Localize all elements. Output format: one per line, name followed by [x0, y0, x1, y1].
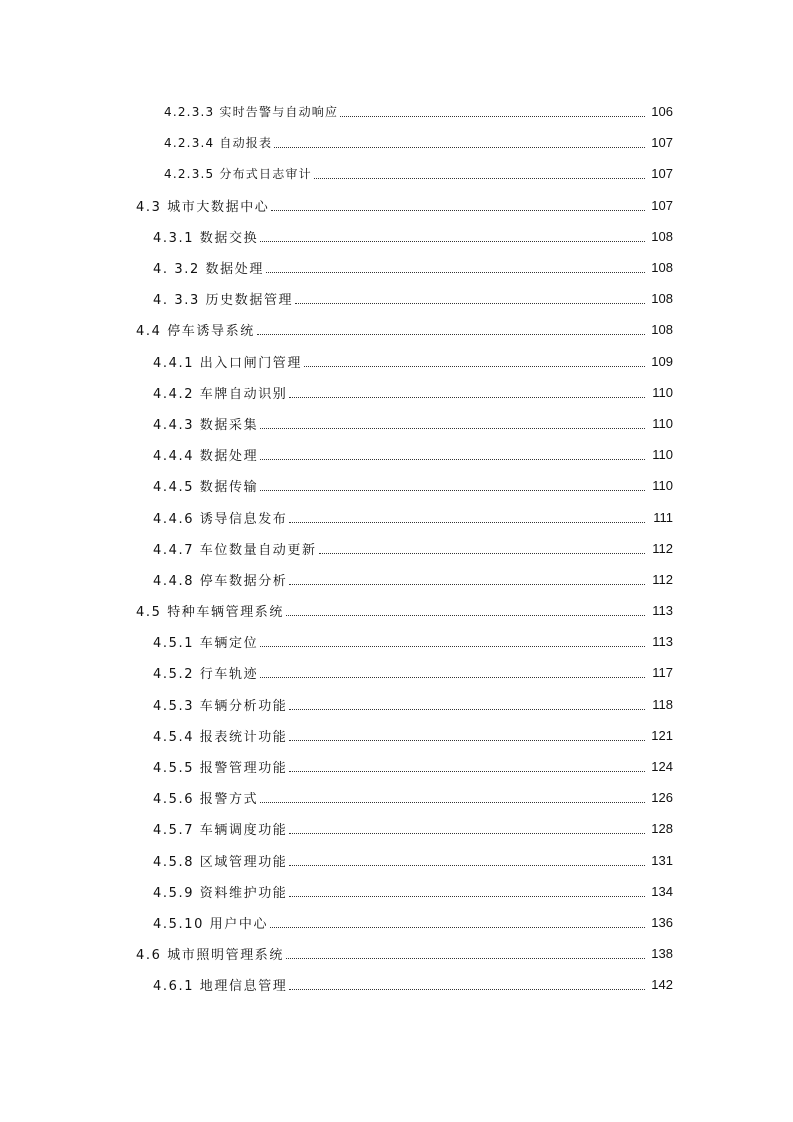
dot-leader	[289, 709, 645, 710]
toc-entry-title: 4.5.7 车辆调度功能	[153, 823, 288, 839]
toc-entry-page: 118	[652, 696, 673, 712]
toc-entry[interactable]	[0, 813, 793, 844]
toc-entry-title: 4.4.1 出入口闸门管理	[153, 355, 303, 371]
toc-entry-title: 4.2.3.5 分布式日志审计	[164, 167, 312, 182]
toc-entry[interactable]	[0, 782, 793, 813]
toc-entry-title: 4.4.5 数据传输	[153, 480, 259, 496]
dot-leader	[271, 210, 645, 211]
dot-leader	[314, 178, 645, 179]
toc-entry[interactable]	[0, 314, 793, 345]
dot-leader	[260, 490, 645, 491]
toc-entry[interactable]	[0, 845, 793, 876]
toc-entry[interactable]	[0, 158, 793, 189]
dot-leader	[260, 677, 645, 678]
toc-entry[interactable]	[0, 657, 793, 688]
toc-entry-title: 4.5.4 报表统计功能	[153, 729, 288, 745]
toc-entry-page: 107	[651, 166, 673, 182]
toc-entry[interactable]	[0, 938, 793, 969]
dot-leader	[274, 147, 645, 148]
toc-entry-title: 4.6 城市照明管理系统	[136, 948, 285, 964]
toc-entry[interactable]	[0, 96, 793, 127]
toc-entry-title: 4.2.3.4 自动报表	[164, 136, 273, 151]
dot-leader	[289, 771, 645, 772]
toc-entry-page: 113	[652, 634, 673, 650]
toc-entry-title: 4.5.3 车辆分析功能	[153, 698, 288, 714]
dot-leader	[260, 459, 645, 460]
toc-entry[interactable]	[0, 346, 793, 377]
toc-entry-page: 136	[651, 914, 673, 930]
dot-leader	[289, 896, 645, 897]
toc-entry-page: 110	[652, 384, 673, 400]
dot-leader	[289, 833, 645, 834]
toc-entry-page: 110	[652, 415, 673, 431]
toc-entry[interactable]	[0, 876, 793, 907]
toc-entry-title: 4.5.9 资料维护功能	[153, 885, 288, 901]
toc-entry-title: 4.5 特种车辆管理系统	[136, 605, 285, 621]
toc-entry[interactable]	[0, 439, 793, 470]
toc-entry-page: 109	[651, 353, 673, 369]
toc-entry[interactable]	[0, 564, 793, 595]
toc-entry[interactable]	[0, 221, 793, 252]
toc-entry-page: 108	[651, 291, 673, 307]
toc-entry-title: 4.3 城市大数据中心	[136, 199, 270, 215]
toc-entry[interactable]	[0, 689, 793, 720]
toc-entry-title: 4. 3.2 数据处理	[153, 262, 264, 278]
toc-entry[interactable]	[0, 969, 793, 1000]
toc-entry[interactable]	[0, 501, 793, 532]
dot-leader	[289, 584, 645, 585]
dot-leader	[286, 958, 645, 959]
toc-entry-title: 4.5.5 报警管理功能	[153, 761, 288, 777]
toc-entry[interactable]	[0, 252, 793, 283]
toc-entry-page: 107	[651, 135, 673, 151]
toc-entry-page: 110	[652, 447, 673, 463]
toc-entry-title: 4.3.1 数据交换	[153, 230, 259, 246]
dot-leader	[295, 303, 645, 304]
dot-leader	[270, 927, 645, 928]
dot-leader	[286, 615, 645, 616]
toc-entry-page: 113	[652, 603, 673, 619]
toc-entry[interactable]	[0, 470, 793, 501]
toc-entry[interactable]	[0, 377, 793, 408]
dot-leader	[289, 397, 645, 398]
dot-leader	[340, 116, 645, 117]
toc-entry[interactable]	[0, 626, 793, 657]
toc-entry-page: 110	[652, 478, 673, 494]
toc-entry-page: 108	[651, 228, 673, 244]
toc-entry-title: 4.4.2 车牌自动识别	[153, 386, 288, 402]
toc-entry[interactable]	[0, 907, 793, 938]
dot-leader	[260, 646, 645, 647]
toc-entry-page: 126	[651, 790, 673, 806]
dot-leader	[289, 989, 645, 990]
toc-entry[interactable]	[0, 283, 793, 314]
toc-entry-page: 108	[651, 322, 673, 338]
toc-entry-page: 124	[651, 759, 673, 775]
dot-leader	[304, 366, 645, 367]
toc-entry-title: 4.5.6 报警方式	[153, 792, 259, 808]
toc-entry-title: 4.4.7 车位数量自动更新	[153, 542, 317, 558]
dot-leader	[257, 334, 645, 335]
toc-entry-page: 131	[651, 852, 673, 868]
toc-entry-page: 108	[651, 260, 673, 276]
toc-entry-page: 128	[651, 821, 673, 837]
toc-entry-title: 4.6.1 地理信息管理	[153, 979, 288, 995]
toc-entry-title: 4.4.4 数据处理	[153, 449, 259, 465]
dot-leader	[289, 522, 645, 523]
toc-entry[interactable]	[0, 751, 793, 782]
dot-leader	[266, 272, 645, 273]
toc-entry-title: 4.5.1 车辆定位	[153, 636, 259, 652]
toc-entry[interactable]	[0, 127, 793, 158]
toc-entry-page: 112	[652, 571, 673, 587]
toc-entry-title: 4.2.3.3 实时告警与自动响应	[164, 105, 339, 120]
toc-entry-page: 134	[651, 883, 673, 899]
toc-entry-title: 4.4.8 停车数据分析	[153, 573, 288, 589]
toc-entry-title: 4. 3.3 历史数据管理	[153, 293, 294, 309]
toc-entry[interactable]	[0, 190, 793, 221]
toc-entry-title: 4.4.3 数据采集	[153, 417, 259, 433]
toc-entry[interactable]	[0, 533, 793, 564]
toc-entry[interactable]	[0, 720, 793, 751]
toc-entry-title: 4.4 停车诱导系统	[136, 324, 255, 340]
dot-leader	[289, 865, 645, 866]
toc-entry[interactable]	[0, 408, 793, 439]
toc-entry-page: 107	[651, 197, 673, 213]
toc-entry-title: 4.5.8 区域管理功能	[153, 854, 288, 870]
dot-leader	[260, 802, 645, 803]
dot-leader	[319, 553, 645, 554]
toc-entry-title: 4.5.10 用户中心	[153, 916, 269, 932]
toc-entry-page: 121	[651, 727, 673, 743]
dot-leader	[289, 740, 645, 741]
dot-leader	[260, 241, 645, 242]
toc-entry-page: 117	[652, 665, 673, 681]
table-of-contents	[0, 96, 793, 1000]
toc-entry-title: 4.5.2 行车轨迹	[153, 667, 259, 683]
dot-leader	[260, 428, 645, 429]
toc-entry-page: 142	[651, 977, 673, 993]
toc-entry[interactable]	[0, 595, 793, 626]
toc-entry-title: 4.4.6 诱导信息发布	[153, 511, 288, 527]
toc-entry-page: 111	[653, 509, 673, 525]
toc-entry-page: 112	[652, 540, 673, 556]
toc-entry-page: 138	[651, 946, 673, 962]
toc-entry-page: 106	[651, 104, 673, 120]
